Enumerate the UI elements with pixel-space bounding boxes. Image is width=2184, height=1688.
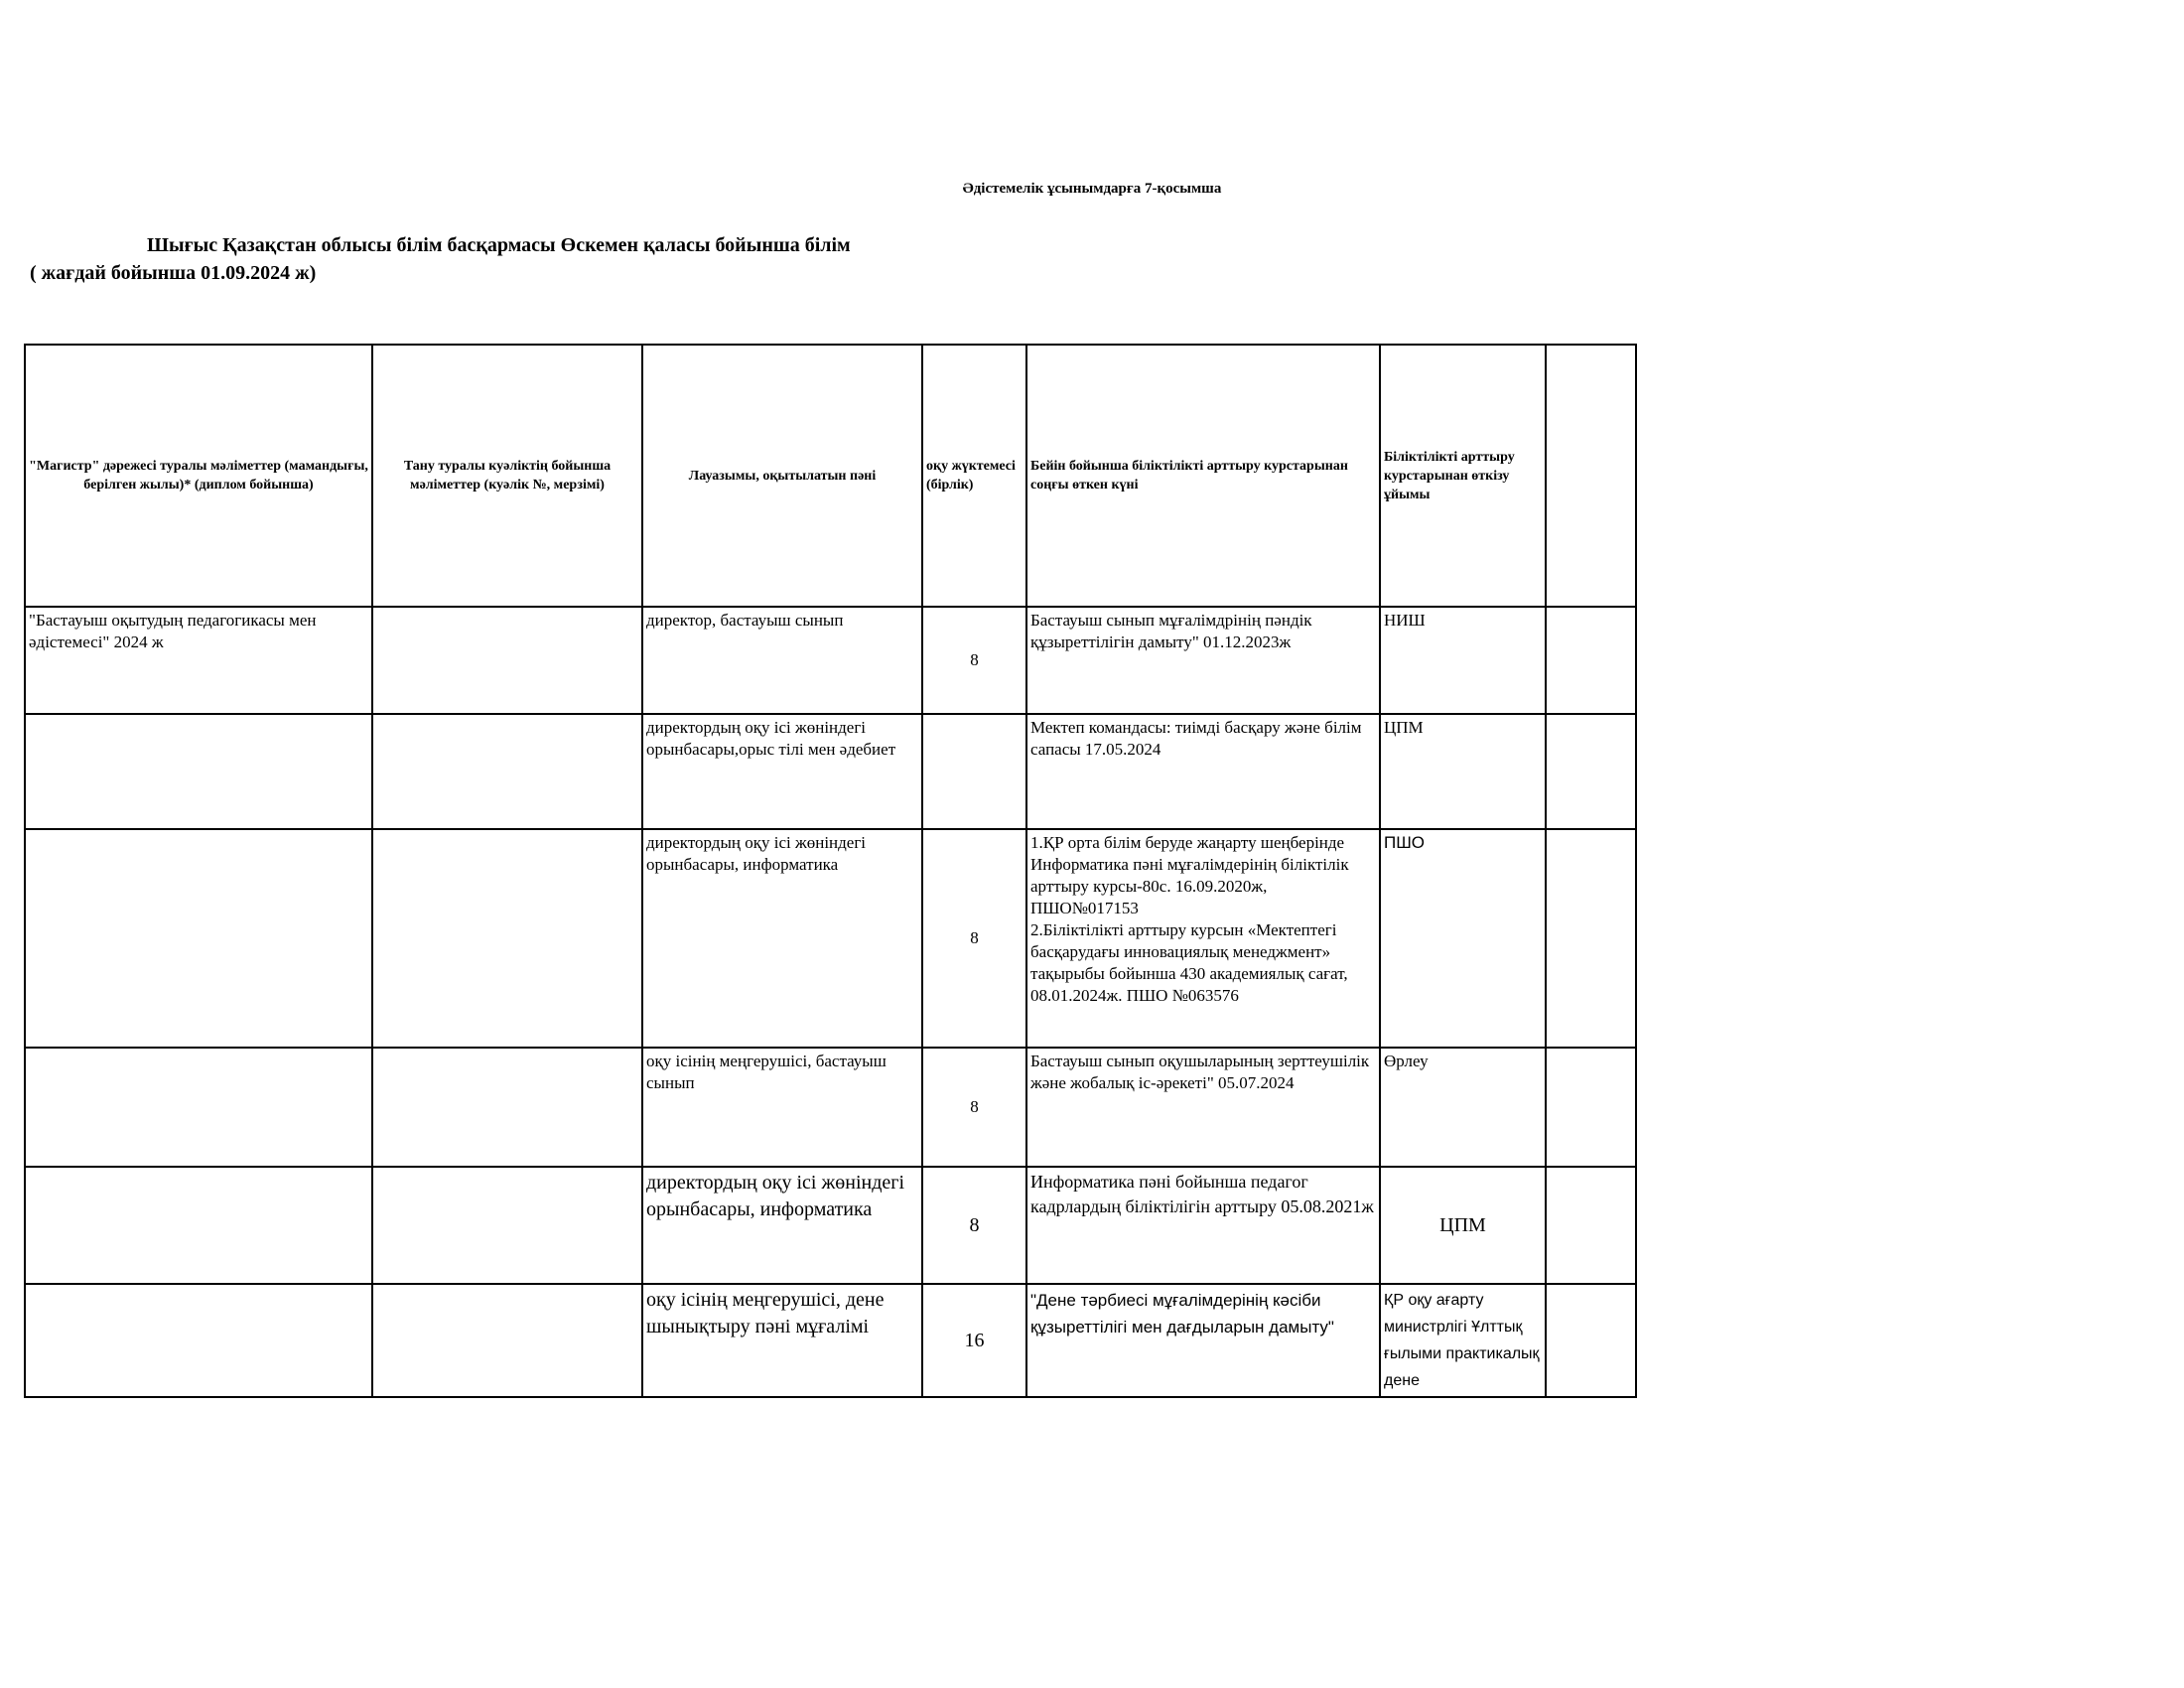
staff-table [24,344,1637,1398]
cell-position: оқу ісінің меңгерушісі, бастауыш сынып [642,1048,922,1167]
document-subtitle: ( жағдай бойынша 01.09.2024 ж) [30,262,317,284]
table-row [25,607,1636,714]
header-position: Лауазымы, оқытылатын пәні [642,345,922,607]
cell-master-degree [25,1167,372,1284]
cell-extra [1546,1048,1636,1167]
cell-position: оқу ісінің меңгерушісі, дене шынықтыру пәні мұғалімі [642,1284,922,1397]
cell-teaching-load: 8 [922,607,1026,714]
cell-position: директордың оқу ісі жөніндегі орынбасары, информатика [642,829,922,1048]
cell-certificate [372,1284,642,1397]
cell-teaching-load: 8 [922,1167,1026,1284]
cell-master-degree: "Бастауыш оқытудың педагогикасы мен әдістемесі" 2024 ж [25,607,372,714]
table-row [25,1167,1636,1284]
cell-course-org: ЦПМ [1380,1167,1546,1284]
cell-certificate [372,1048,642,1167]
document-title: Шығыс Қазақстан облысы білім басқармасы Өскемен қаласы бойынша білім [147,234,851,256]
cell-course-org: НИШ [1380,607,1546,714]
cell-master-degree [25,829,372,1048]
cell-extra [1546,829,1636,1048]
cell-course-org: ПШО [1380,829,1546,1048]
table-row [25,1284,1636,1397]
header-row [25,345,1636,607]
cell-extra [1546,1167,1636,1284]
cell-extra [1546,607,1636,714]
cell-course-org: ҚР оқу ағарту министрлігі Ұлттық ғылыми практикалық дене [1380,1284,1546,1397]
cell-position: директордың оқу ісі жөніндегі орынбасары,орыс тілі мен әдебиет [642,714,922,829]
cell-course: Бастауыш сынып мұғалімдрінің пәндік құзыреттілігін дамыту" 01.12.2023ж [1026,607,1380,714]
cell-course: 1.ҚР орта білім беруде жаңарту шеңберінде Информатика пәні мұғалімдерінің біліктілік арттыру курсы-80с. 16.09.2020ж, ПШО№017153 2.Біліктілікті арттыру курсын «Мектептегі басқарудағы инновациялық менеджмент» тақырыбы бойынша 430 академиялық сағат, 08.01.2024ж. ПШО №063576 [1026,829,1380,1048]
cell-course: "Дене тәрбиесі мұғалімдерінің кәсіби құзыреттілігі мен дағдыларын дамыту" [1026,1284,1380,1397]
cell-teaching-load: 8 [922,829,1026,1048]
table-row [25,714,1636,829]
cell-master-degree [25,1048,372,1167]
cell-course-org: Өрлеу [1380,1048,1546,1167]
cell-teaching-load [922,714,1026,829]
cell-certificate [372,607,642,714]
header-teaching-load: оқу жүктемесі (бірлік) [922,345,1026,607]
cell-course: Информатика пәні бойынша педагог кадрлардың біліктілігін арттыру 05.08.2021ж [1026,1167,1380,1284]
header-course-org: Біліктілікті арттыру курстарынан өткізу ұйымы [1380,345,1546,607]
cell-certificate [372,829,642,1048]
header-course-date: Бейін бойынша біліктілікті арттыру курстарынан соңғы өткен күні [1026,345,1380,607]
header-master-degree: "Магистр" дәрежесі туралы мәліметтер (мамандығы, берілген жылы)* (диплом бойынша) [25,345,372,607]
cell-course-org: ЦПМ [1380,714,1546,829]
cell-certificate [372,1167,642,1284]
header-extra [1546,345,1636,607]
cell-course: Бастауыш сынып оқушыларының зерттеушілік және жобалық іс-әрекеті" 05.07.2024 [1026,1048,1380,1167]
header-certificate: Тану туралы куәліктің бойынша мәліметтер (куәлік №, мерзімі) [372,345,642,607]
table-row [25,829,1636,1048]
table-row [25,1048,1636,1167]
cell-teaching-load: 8 [922,1048,1026,1167]
cell-course: Мектеп командасы: тиімді басқару және білім сапасы 17.05.2024 [1026,714,1380,829]
cell-master-degree [25,714,372,829]
cell-extra [1546,1284,1636,1397]
cell-extra [1546,714,1636,829]
cell-master-degree [25,1284,372,1397]
cell-teaching-load: 16 [922,1284,1026,1397]
annex-label: Әдістемелік ұсынымдарға 7-қосымша [962,181,1222,197]
cell-certificate [372,714,642,829]
cell-position: директор, бастауыш сынып [642,607,922,714]
cell-position: директордың оқу ісі жөніндегі орынбасары, информатика [642,1167,922,1284]
